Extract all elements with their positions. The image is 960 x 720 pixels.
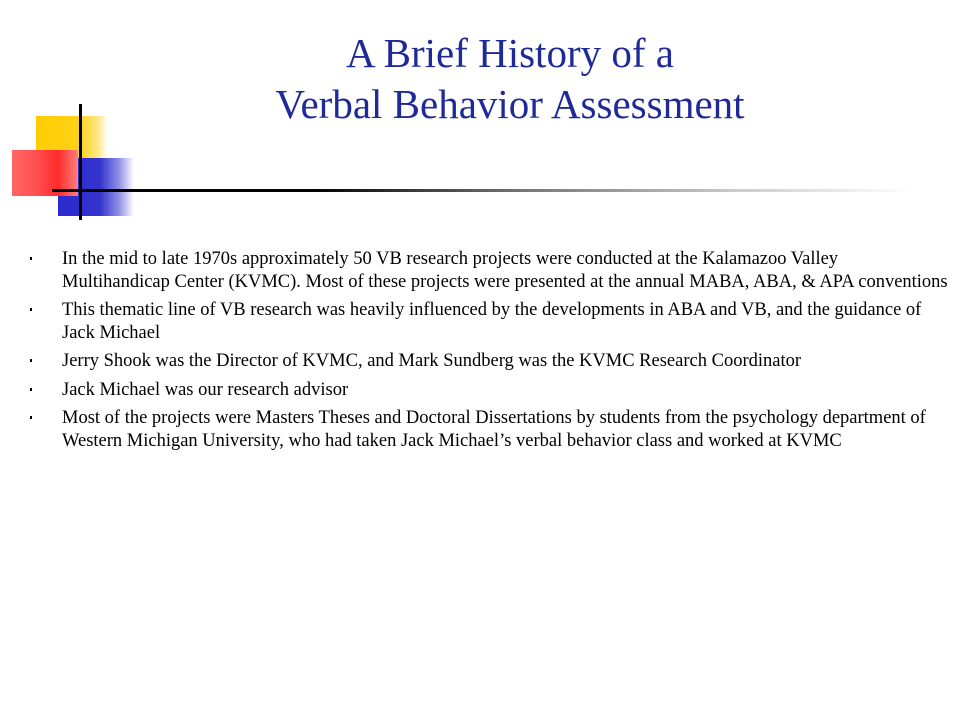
horizontal-rule-shape [52, 189, 912, 192]
slide-title [150, 28, 870, 130]
bullet-text: In the mid to late 1970s approximately 50 VB research projects were conducted at the Kalamazoo Valley Multihandicap Center (KVMC). Most of these projects were presented at the annual MABA, ABA, & APA conventions [62, 249, 948, 292]
bullet-text: Jack Michael was our research advisor [62, 379, 349, 400]
bullet-text: This thematic line of VB research was heavily influenced by the developments in ABA and VB, and the guidance of Jack Michael [62, 300, 922, 343]
bullet-text: Most of the projects were Masters Theses and Doctoral Dissertations by students from the psychology department of Western Michigan University, who had taken Jack Michael’s verbal behavior class and worked at KVMC [62, 408, 926, 451]
slide-title-line-1: A Brief History of a [346, 30, 674, 76]
bullet-item [30, 248, 950, 293]
bullet-dot-icon [30, 416, 32, 419]
bullet-text: Jerry Shook was the Director of KVMC, and Mark Sundberg was the KVMC Research Coordinator [62, 351, 802, 371]
bullet-dot-icon [30, 308, 32, 311]
bullet-item [30, 350, 950, 373]
bullet-item [30, 379, 950, 402]
bullet-item [30, 299, 950, 344]
bullet-item [30, 407, 950, 452]
bullet-dot-icon [30, 359, 32, 362]
bullet-list [30, 248, 950, 458]
bullet-dot-icon [30, 257, 32, 260]
slide-title-line-2: Verbal Behavior Assessment [275, 81, 745, 127]
vertical-rule-shape [79, 104, 82, 220]
bullet-dot-icon [30, 388, 32, 391]
